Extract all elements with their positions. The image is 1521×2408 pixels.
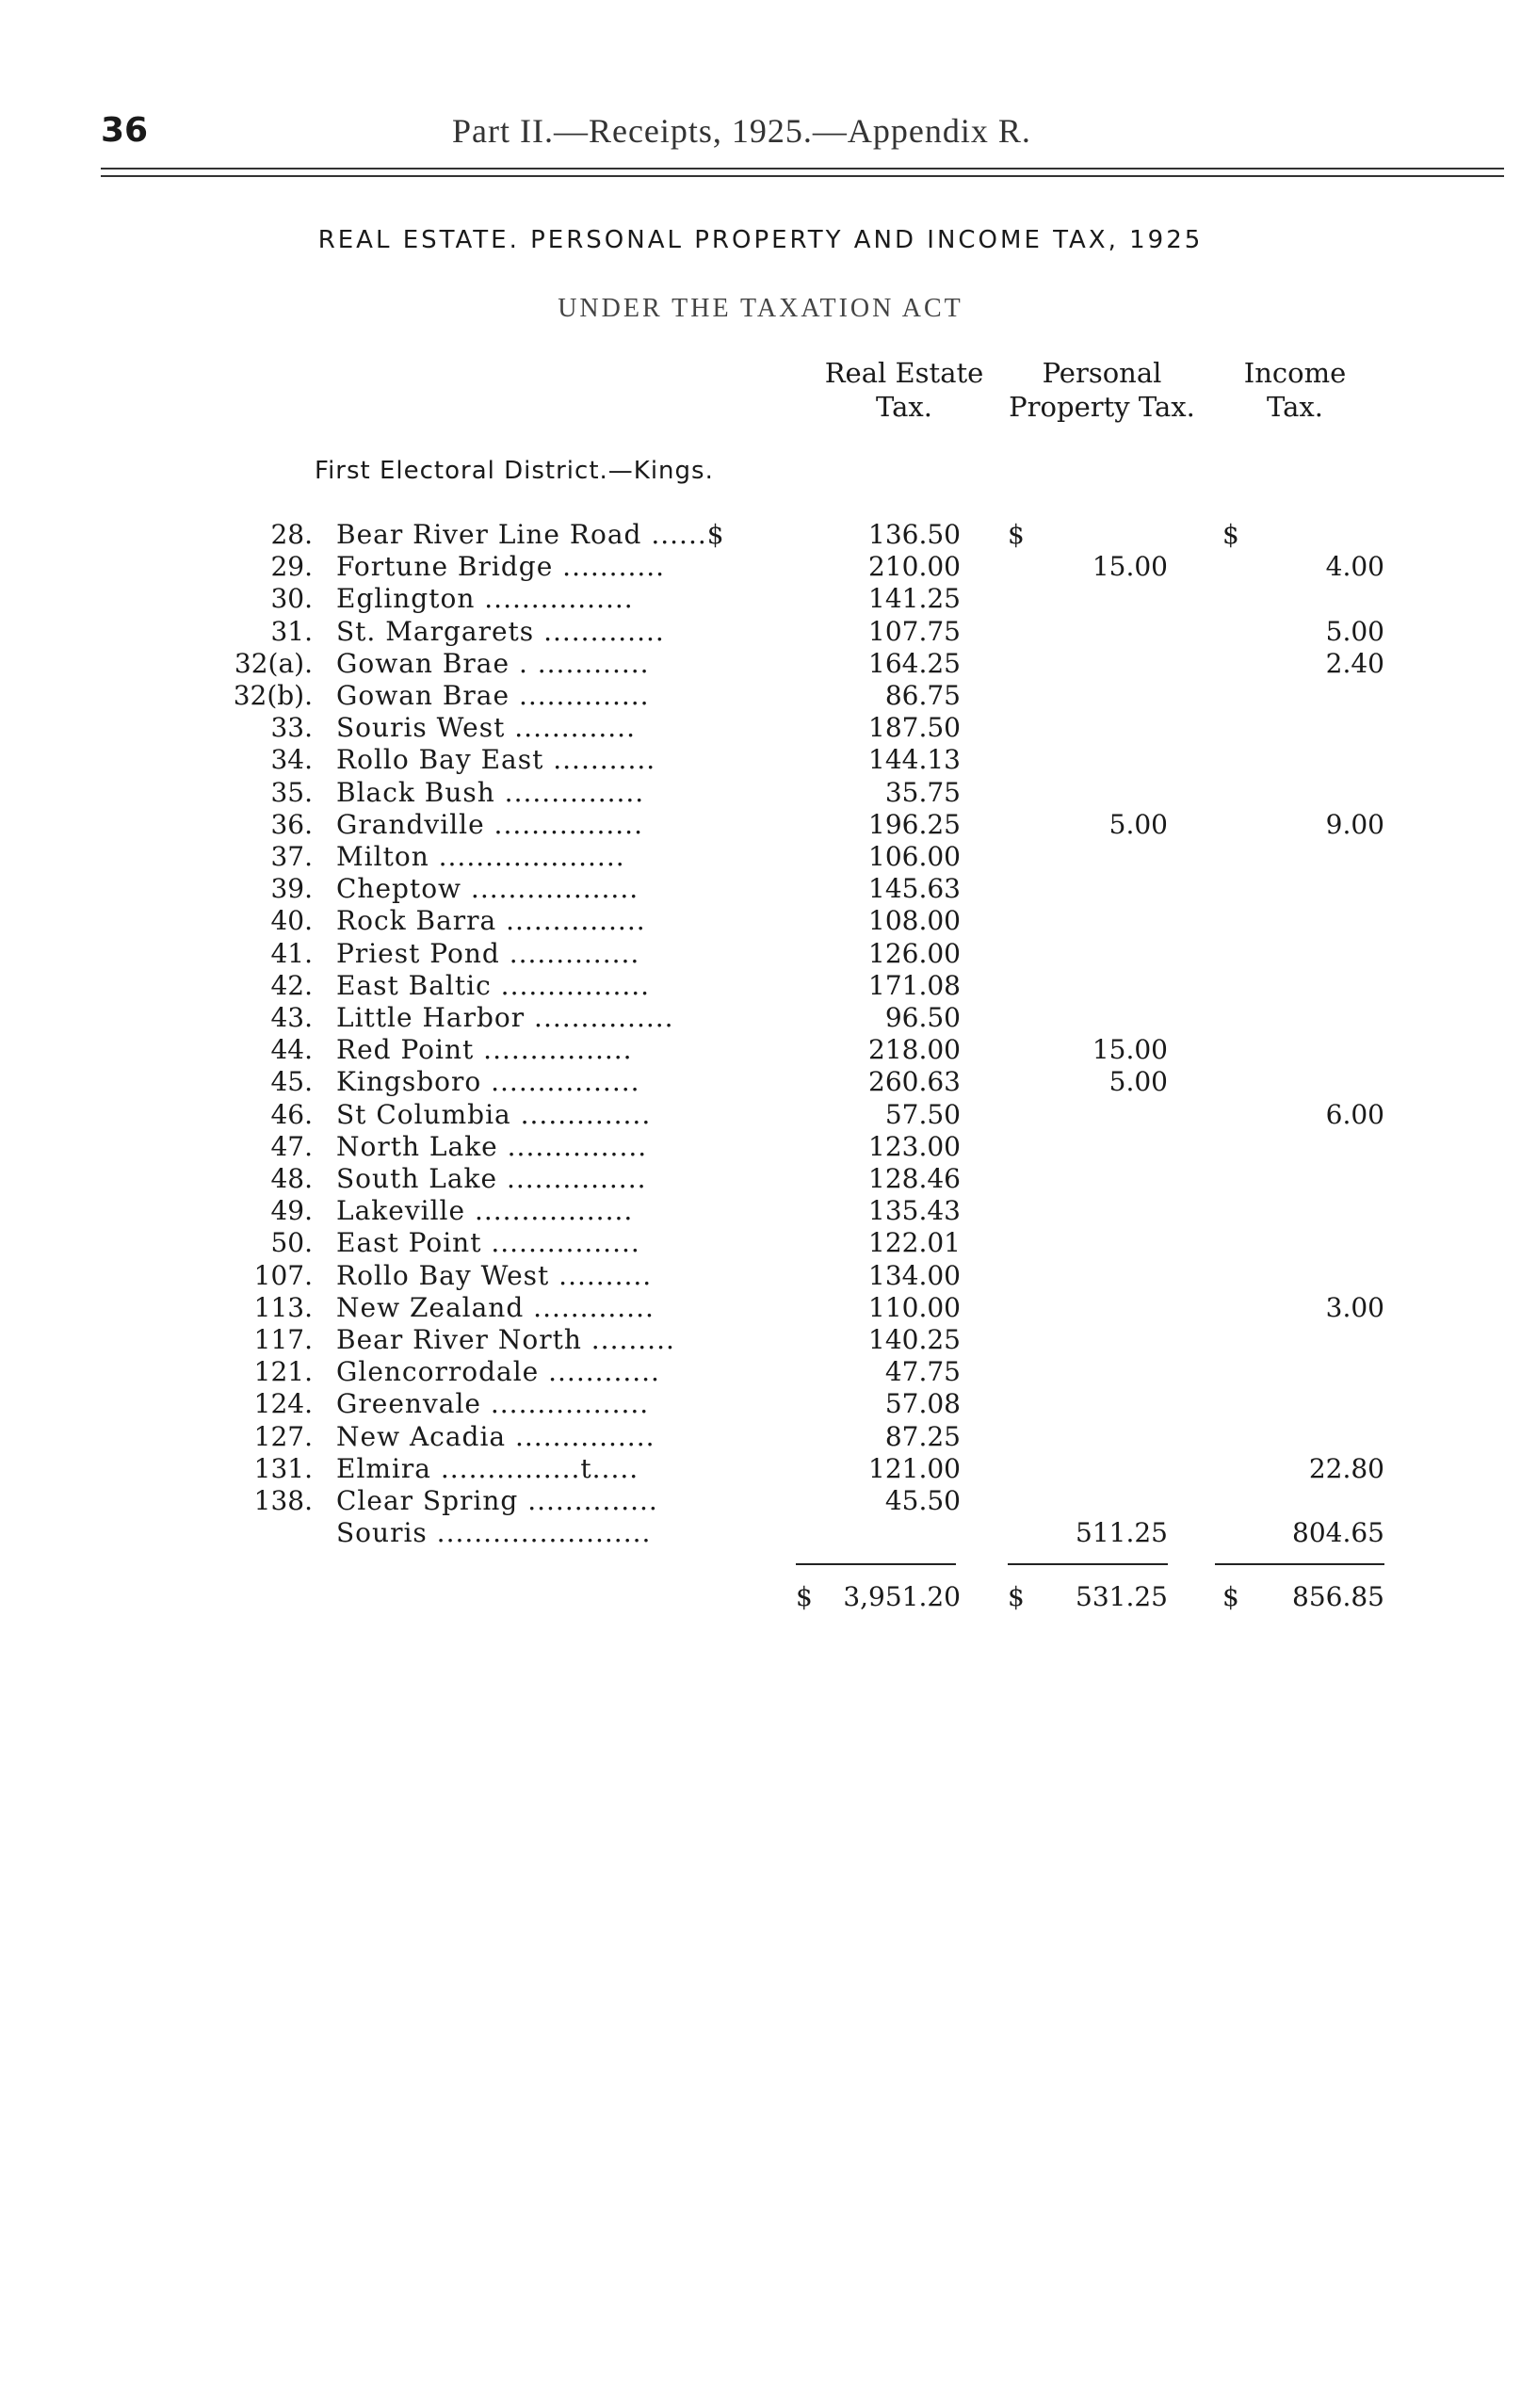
row-real-estate-tax: 126.00 bbox=[868, 938, 961, 969]
row-real-estate-tax: 145.63 bbox=[868, 873, 961, 904]
row-locality: Kingsboro ................ bbox=[336, 1066, 640, 1097]
total-rule-real-estate bbox=[796, 1563, 956, 1565]
row-real-estate-tax: 47.75 bbox=[884, 1356, 961, 1387]
table-row bbox=[0, 680, 1521, 712]
row-number: 42. bbox=[270, 970, 313, 1001]
row-income-tax: $ bbox=[1222, 519, 1239, 550]
header-rule-bottom bbox=[101, 175, 1504, 177]
table-row bbox=[0, 1421, 1521, 1453]
column-header-personal-line1: Personal bbox=[1042, 357, 1162, 389]
row-locality: Black Bush ............... bbox=[336, 777, 645, 808]
row-locality: Rollo Bay West .......... bbox=[336, 1260, 653, 1291]
table-row bbox=[0, 809, 1521, 841]
row-income-tax: 22.80 bbox=[1308, 1453, 1384, 1484]
row-number: 36. bbox=[270, 809, 313, 840]
row-number: 35. bbox=[270, 777, 313, 808]
row-number: 37. bbox=[270, 841, 313, 872]
column-header-real-estate bbox=[810, 356, 998, 424]
total-rule-income bbox=[1215, 1563, 1384, 1565]
table-row bbox=[0, 1453, 1521, 1485]
row-income-tax: 9.00 bbox=[1325, 809, 1384, 840]
column-header-real-estate-line2: Tax. bbox=[876, 391, 932, 423]
row-real-estate-tax: 171.08 bbox=[868, 970, 961, 1001]
row-number: 50. bbox=[270, 1227, 313, 1258]
row-real-estate-tax: 57.08 bbox=[884, 1388, 961, 1419]
row-number: 131. bbox=[253, 1453, 313, 1484]
row-income-tax: 6.00 bbox=[1325, 1099, 1384, 1130]
row-number: 117. bbox=[253, 1324, 313, 1355]
row-number: 32(a). bbox=[234, 648, 313, 679]
table-row bbox=[0, 1388, 1521, 1420]
row-income-tax: 804.65 bbox=[1292, 1517, 1384, 1548]
row-real-estate-tax: 123.00 bbox=[868, 1131, 961, 1162]
row-locality: Priest Pond .............. bbox=[336, 938, 640, 969]
row-real-estate-tax: 110.00 bbox=[868, 1292, 961, 1323]
total-income: 856.85 bbox=[1292, 1581, 1384, 1612]
column-header-real-estate-line1: Real Estate bbox=[824, 357, 984, 389]
row-locality: St. Margarets ............. bbox=[336, 616, 665, 647]
table-row bbox=[0, 1066, 1521, 1098]
row-locality: Rollo Bay East ........... bbox=[336, 744, 656, 775]
row-income-tax: 2.40 bbox=[1325, 648, 1384, 679]
table-row bbox=[0, 938, 1521, 970]
row-locality: North Lake ............... bbox=[336, 1131, 648, 1162]
table-row bbox=[0, 1195, 1521, 1227]
row-locality: Bear River North ......... bbox=[336, 1324, 675, 1355]
table-row bbox=[0, 1260, 1521, 1292]
table-row bbox=[0, 777, 1521, 809]
row-personal-property-tax: $ bbox=[1008, 519, 1025, 550]
table-row bbox=[0, 616, 1521, 648]
row-real-estate-tax: 196.25 bbox=[868, 809, 961, 840]
total-personal: 531.25 bbox=[1076, 1581, 1168, 1612]
row-personal-property-tax: 5.00 bbox=[1108, 1066, 1168, 1097]
row-locality: Clear Spring .............. bbox=[336, 1485, 658, 1516]
total-dollar-real-estate: $ bbox=[796, 1581, 813, 1612]
table-row bbox=[0, 873, 1521, 905]
table-row bbox=[0, 551, 1521, 583]
row-number: 34. bbox=[270, 744, 313, 775]
row-real-estate-tax: 86.75 bbox=[884, 680, 961, 711]
running-head: Part II.—Receipts, 1925.—Appendix R. bbox=[452, 112, 1031, 150]
row-locality: Eglington ................ bbox=[336, 583, 634, 614]
row-real-estate-tax: 218.00 bbox=[868, 1034, 961, 1065]
row-real-estate-tax: 164.25 bbox=[868, 648, 961, 679]
row-locality: Cheptow .................. bbox=[336, 873, 639, 904]
table-row bbox=[0, 841, 1521, 873]
row-number: 49. bbox=[270, 1195, 313, 1226]
table-row bbox=[0, 1131, 1521, 1163]
row-real-estate-tax: 210.00 bbox=[868, 551, 961, 582]
row-real-estate-tax: 107.75 bbox=[868, 616, 961, 647]
table-title: REAL ESTATE. PERSONAL PROPERTY AND INCOME TAX, 1925 bbox=[317, 226, 1204, 254]
row-locality: Souris ....................... bbox=[336, 1517, 652, 1548]
table-row bbox=[0, 519, 1521, 551]
row-number: 40. bbox=[270, 905, 313, 936]
table-row bbox=[0, 1356, 1521, 1388]
row-number: 32(b). bbox=[233, 680, 313, 711]
row-number: 46. bbox=[270, 1099, 313, 1130]
row-real-estate-tax: 87.25 bbox=[884, 1421, 961, 1452]
row-personal-property-tax: 511.25 bbox=[1076, 1517, 1168, 1548]
table-row bbox=[0, 1227, 1521, 1259]
row-locality: East Point ................ bbox=[336, 1227, 640, 1258]
row-locality: Glencorrodale ............ bbox=[336, 1356, 660, 1387]
row-number: 138. bbox=[253, 1485, 313, 1516]
row-number: 30. bbox=[270, 583, 313, 614]
table-row bbox=[0, 744, 1521, 776]
row-number: 41. bbox=[270, 938, 313, 969]
row-real-estate-tax: 136.50 bbox=[868, 519, 961, 550]
page-number: 36 bbox=[101, 111, 149, 150]
row-locality: Gowan Brae . ............ bbox=[336, 648, 650, 679]
row-real-estate-tax: 135.43 bbox=[868, 1195, 961, 1226]
row-locality: East Baltic ................ bbox=[336, 970, 651, 1001]
row-real-estate-tax: 96.50 bbox=[884, 1002, 961, 1033]
row-number: 43. bbox=[270, 1002, 313, 1033]
row-real-estate-tax: 57.50 bbox=[884, 1099, 961, 1130]
row-number: 113. bbox=[253, 1292, 313, 1323]
row-number: 39. bbox=[270, 873, 313, 904]
row-real-estate-tax: 140.25 bbox=[868, 1324, 961, 1355]
row-real-estate-tax: 122.01 bbox=[868, 1227, 961, 1258]
row-number: 48. bbox=[270, 1163, 313, 1194]
table-row bbox=[0, 970, 1521, 1002]
row-real-estate-tax: 106.00 bbox=[868, 841, 961, 872]
row-number: 29. bbox=[270, 551, 313, 582]
table-row bbox=[0, 1324, 1521, 1356]
row-locality: St Columbia .............. bbox=[336, 1099, 652, 1130]
table-row bbox=[0, 905, 1521, 937]
column-header-income-line2: Tax. bbox=[1267, 391, 1323, 423]
row-personal-property-tax: 15.00 bbox=[1092, 551, 1168, 582]
row-income-tax: 4.00 bbox=[1325, 551, 1384, 582]
table-row bbox=[0, 712, 1521, 744]
row-locality: Fortune Bridge ........... bbox=[336, 551, 666, 582]
row-real-estate-tax: 187.50 bbox=[868, 712, 961, 743]
row-real-estate-tax: 121.00 bbox=[868, 1453, 961, 1484]
row-locality: Greenvale ................. bbox=[336, 1388, 650, 1419]
table-row bbox=[0, 1163, 1521, 1195]
column-header-personal-line2: Property Tax. bbox=[1009, 391, 1195, 423]
table-row bbox=[0, 1002, 1521, 1034]
table-row bbox=[0, 1517, 1521, 1549]
row-real-estate-tax: 45.50 bbox=[884, 1485, 961, 1516]
total-dollar-personal: $ bbox=[1008, 1581, 1025, 1612]
column-header-income-line1: Income bbox=[1243, 357, 1347, 389]
row-locality: Red Point ................ bbox=[336, 1034, 633, 1065]
row-real-estate-tax: 141.25 bbox=[868, 583, 961, 614]
header-rule-top bbox=[101, 168, 1504, 170]
row-locality: South Lake ............... bbox=[336, 1163, 647, 1194]
row-locality: Elmira ...............t..... bbox=[336, 1453, 639, 1484]
table-row bbox=[0, 648, 1521, 680]
row-locality: Gowan Brae .............. bbox=[336, 680, 650, 711]
row-number: 44. bbox=[270, 1034, 313, 1065]
table-row bbox=[0, 1034, 1521, 1066]
row-real-estate-tax: 260.63 bbox=[868, 1066, 961, 1097]
row-real-estate-tax: 128.46 bbox=[868, 1163, 961, 1194]
row-locality: Souris West ............. bbox=[336, 712, 636, 743]
row-locality: Lakeville ................. bbox=[336, 1195, 634, 1226]
row-locality: Grandville ................ bbox=[336, 809, 643, 840]
table-row bbox=[0, 1485, 1521, 1517]
row-number: 127. bbox=[253, 1421, 313, 1452]
row-real-estate-tax: 134.00 bbox=[868, 1260, 961, 1291]
table-row bbox=[0, 1099, 1521, 1131]
total-rule-personal bbox=[1008, 1563, 1168, 1565]
row-locality: Bear River Line Road ......$ bbox=[336, 519, 725, 550]
district-heading: First Electoral District.—Kings. bbox=[315, 457, 714, 485]
row-income-tax: 5.00 bbox=[1325, 616, 1384, 647]
row-number: 47. bbox=[270, 1131, 313, 1162]
row-number: 28. bbox=[270, 519, 313, 550]
column-header-personal-property bbox=[979, 356, 1224, 424]
row-number: 31. bbox=[270, 616, 313, 647]
table-row bbox=[0, 1292, 1521, 1324]
row-personal-property-tax: 15.00 bbox=[1092, 1034, 1168, 1065]
table-subtitle: UNDER THE TAXATION ACT bbox=[558, 294, 963, 323]
row-number: 45. bbox=[270, 1066, 313, 1097]
total-real-estate: 3,951.20 bbox=[843, 1581, 961, 1612]
row-number: 33. bbox=[270, 712, 313, 743]
row-real-estate-tax: 35.75 bbox=[884, 777, 961, 808]
row-number: 124. bbox=[253, 1388, 313, 1419]
column-header-income bbox=[1224, 356, 1366, 424]
total-dollar-income: $ bbox=[1222, 1581, 1239, 1612]
row-real-estate-tax: 144.13 bbox=[868, 744, 961, 775]
row-locality: Milton .................... bbox=[336, 841, 625, 872]
totals-row bbox=[0, 1578, 1521, 1616]
row-locality: New Zealand ............. bbox=[336, 1292, 655, 1323]
row-locality: Little Harbor ............... bbox=[336, 1002, 674, 1033]
row-locality: Rock Barra ............... bbox=[336, 905, 646, 936]
table-row bbox=[0, 583, 1521, 615]
row-locality: New Acadia ............... bbox=[336, 1421, 655, 1452]
row-personal-property-tax: 5.00 bbox=[1108, 809, 1168, 840]
row-income-tax: 3.00 bbox=[1325, 1292, 1384, 1323]
row-real-estate-tax: 108.00 bbox=[868, 905, 961, 936]
row-number: 107. bbox=[253, 1260, 313, 1291]
row-number: 121. bbox=[253, 1356, 313, 1387]
